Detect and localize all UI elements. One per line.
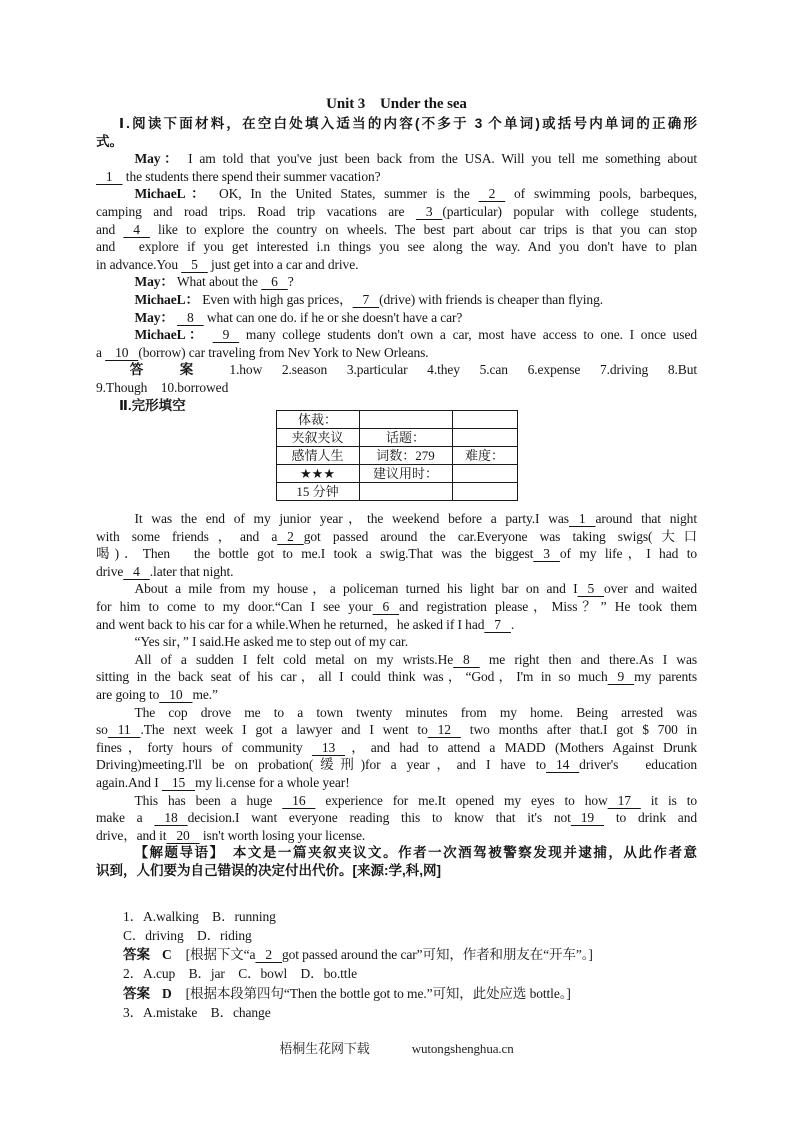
answer-label: 答案 [123, 947, 150, 963]
line-text: 8 what can one do. if he or she doesn't have a car? [177, 309, 463, 325]
answer-note: [根据下文“a 2 got passed around the car”可知，作者和朋友在“开车”。] [185, 947, 593, 963]
passage-line: It was the end of my junior year，the weekend before a party.I was 1 around that night [134, 511, 697, 527]
info-table-cell [452, 465, 517, 483]
info-table-cell: 感情人生 [276, 447, 359, 465]
dialog-line [96, 344, 697, 362]
passage-line: “Yes sir，” I said.He asked me to step out of my car. [134, 634, 408, 650]
info-table-cell [359, 483, 452, 501]
line-text: in advance.You 5 just get into a car and drive. [96, 256, 359, 272]
speaker-label: MichaeL： [134, 186, 211, 202]
info-table-cell: 夹叙夹议 [276, 429, 359, 447]
line-text: OK, In the United States, summer is the 2 of swimming pools, barbeques, [218, 186, 698, 202]
passage-line: About a mile from my house，a policeman turned his light bar on and I 5 over and waited [134, 581, 697, 597]
section1-heading-line2: 式。 [96, 133, 123, 149]
answer-label: 答 案 [129, 362, 210, 378]
dialog-line [96, 291, 697, 309]
info-table-cell [359, 411, 452, 429]
dialog-line [96, 309, 697, 327]
line-text: and 4 like to explore the country on wheels. The best part about car trips is that you can stop [96, 221, 697, 237]
info-table-cell [452, 411, 517, 429]
line-text: Even with high gas prices， 7 (drive) with friends is cheaper than flying. [202, 291, 603, 307]
passage-line: Driving)meeting.I'll be on probation(缓刑)for a year，and I have to 14 driver's education [96, 757, 697, 773]
question-line: 3．A.mistake B．change [123, 1005, 271, 1021]
passage-line: drive，and it 20 isn't worth losing your license. [96, 827, 366, 843]
answers-line: 9.Though 10.borrowed [96, 379, 229, 395]
section1-heading-line1: Ⅰ.阅读下面材料，在空白处填入适当的内容(不多于 3 个单词)或括号内单词的正确形 [118, 116, 697, 131]
answer-line [123, 945, 697, 964]
line-text: camping and road trips. Road trip vacations are 3 (particular) popular with college students, [96, 203, 697, 219]
passage-line: All of a sudden I felt cold metal on my wrists.He 8 me right then and there.As I was [134, 651, 697, 667]
answer-line [123, 984, 697, 1003]
line-text: 1.how 2.season 3.particular 4.they 5.can 6.expense 7.driving 8.But [229, 362, 697, 378]
passage-line: The cop drove me to a town twenty minutes from my home. Being arrested was [134, 704, 697, 720]
passage-line: sitting in the back seat of his car，all I could think was，“God，I'm in so much 9 my parents [96, 669, 697, 685]
questions-block [123, 907, 697, 1023]
info-table-row [276, 483, 517, 501]
speaker-label: MichaeL： [134, 291, 199, 307]
passage-line: 喝)．Then the bottle got to me.I took a swig.That was the biggest 3 of my life，I had to [96, 546, 697, 562]
passage-line: are going to 10 me.” [96, 687, 218, 703]
line-text: a 10 (borrow) car traveling from Nev York to New Orleans. [96, 344, 429, 360]
speaker-label: May： [134, 274, 174, 290]
answer-label: 答案 [123, 985, 150, 1001]
info-table-cell: 话题： [359, 429, 452, 447]
question-line: C．driving D．riding [123, 927, 252, 943]
answer-letter: C [162, 947, 172, 963]
dialog-line [96, 326, 697, 344]
footer [0, 1041, 793, 1057]
speaker-label: May： [134, 151, 182, 167]
passage-line: drive 4 .later that night. [96, 563, 234, 579]
answers-line [96, 361, 697, 379]
passage-line: fines，forty hours of community 13 ，and had to attend a MADD (Mothers Against Drunk [96, 739, 698, 755]
question-line: 1．A.walking B．running [123, 908, 276, 924]
page-title: Unit 3 Under the sea [326, 96, 467, 112]
passage-line: make a 18 decision.I want everyone reading this to know that it's not 19 to drink and [96, 810, 697, 826]
info-table-cell: ★★★ [276, 465, 359, 483]
guide-line: 【解题导语】 本文是一篇夹叙夹议文。作者一次酒驾被警察发现并逮捕，从此作者意 [134, 845, 697, 861]
dialog-line [96, 238, 697, 256]
dialog-line [96, 150, 697, 168]
line-text: I am told that you've just been back from the USA. Will you tell me something about [188, 151, 698, 167]
passage-line: so 11 .The next week I got a lawyer and I went to 12 two months after that.I got $ 700 in [96, 722, 697, 738]
answer-letter: D [162, 985, 172, 1001]
dialog-line [96, 221, 697, 239]
dialog-line [96, 273, 697, 291]
site-url: wutongshenghua.cn [411, 1041, 514, 1056]
dialog-line [96, 203, 697, 221]
passage-line: This has been a huge 16 experience for me.It opened my eyes to how 17 it is to [134, 792, 697, 808]
info-table-row [276, 411, 517, 429]
info-table-cell [452, 429, 517, 447]
passage-line: and went back to his car for a while.When he returned，he asked if I had 7 . [96, 616, 515, 632]
site-name: 梧桐生花网下载 [279, 1041, 370, 1056]
passage-line: with some friends，and a 2 got passed around the car.Everyone was taking swigs(大口 [96, 528, 697, 544]
info-table-row [276, 429, 517, 447]
dialog-line [96, 256, 697, 274]
info-table-row [276, 447, 517, 465]
speaker-label: May： [134, 309, 174, 325]
passage-line: again.And I 15 my li.cense for a whole year! [96, 775, 350, 790]
section2-heading: Ⅱ.完形填空 [118, 397, 186, 413]
dialog-line [96, 168, 697, 186]
document-content [96, 95, 697, 1022]
line-text: What about the 6 ? [176, 274, 294, 290]
line-text: 1 the students there spend their summer vacation? [96, 168, 381, 184]
question-line: 2．A.cup B．jar C．bowl D．bo.ttle [123, 966, 357, 982]
info-table-cell: 建议用时： [359, 465, 452, 483]
info-table-cell [452, 483, 517, 501]
info-table [276, 410, 518, 501]
info-table-cell: 体裁： [276, 411, 359, 429]
info-table-row [276, 465, 517, 483]
info-table-cell: 词数：279 [359, 447, 452, 465]
answer-note: [根据本段第四句“Then the bottle got to me.”可知，此处应选 bottle。] [185, 985, 571, 1001]
info-table-cell: 15 分钟 [276, 483, 359, 501]
passage-line: for him to come to my door.“Can I see your 6 and registration please，Miss？” He took them [96, 599, 697, 615]
guide-line: 识到，人们要为自己错误的决定付出代价。[来源:学,科,网] [96, 862, 441, 878]
line-text: and explore if you get interested i.n things you see along the way. And you don't have to plan [96, 239, 697, 255]
line-text: 9 many college students don't own a car, most have access to one. I once used [212, 327, 697, 343]
info-table-cell: 难度： [452, 447, 517, 465]
dialog-line [96, 185, 697, 203]
speaker-label: MichaeL： [134, 327, 206, 343]
